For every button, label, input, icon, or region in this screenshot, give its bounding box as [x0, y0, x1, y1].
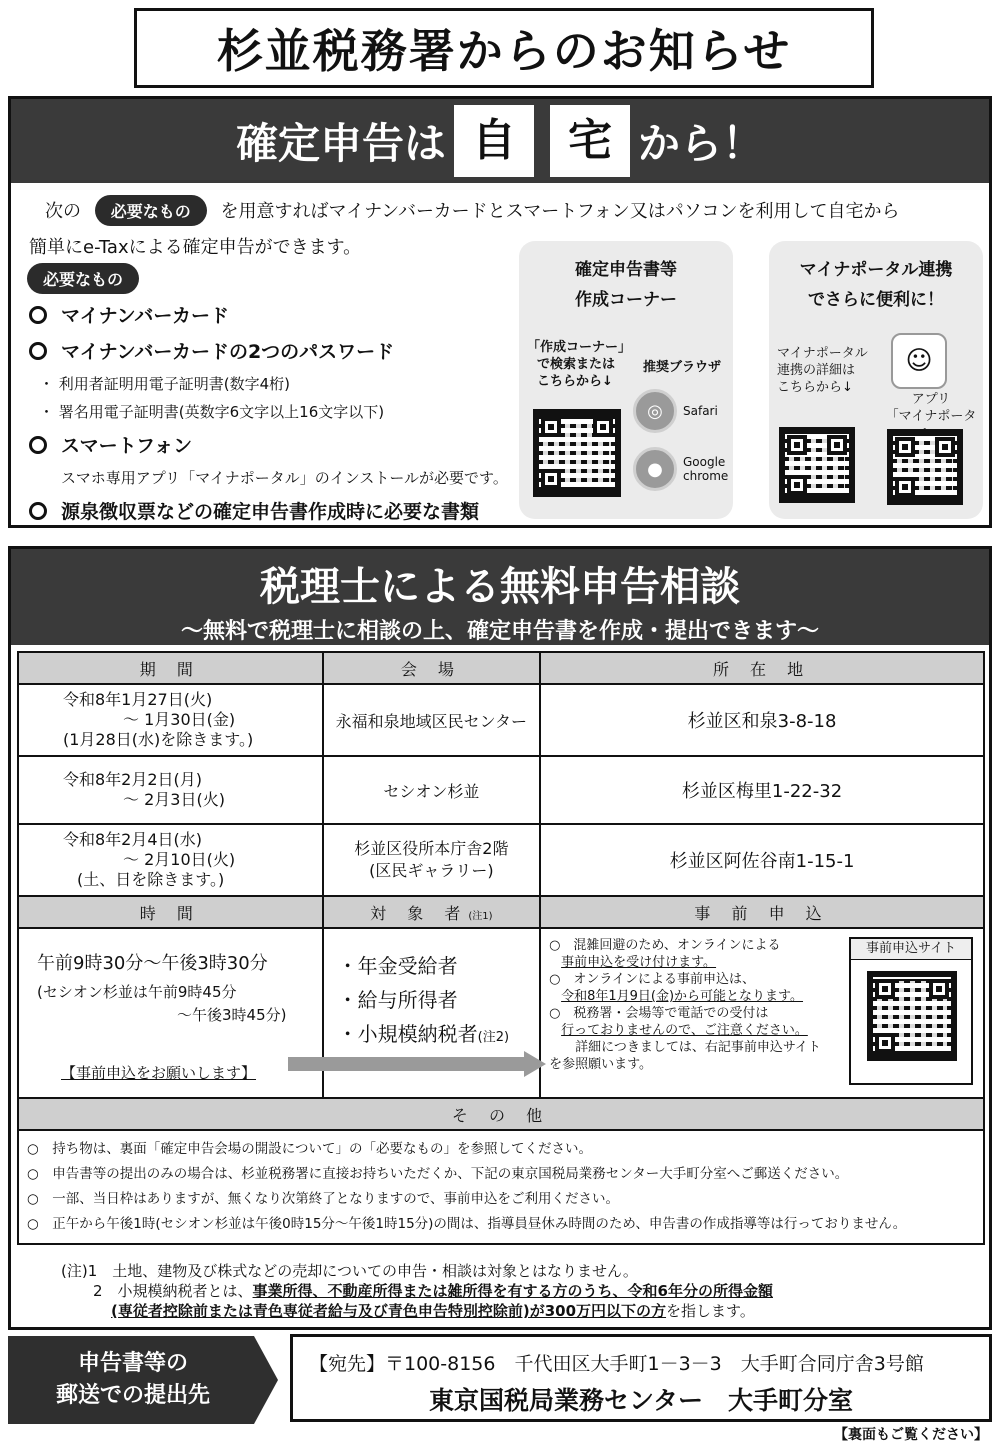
col-address-header: 所 在 地: [540, 652, 984, 684]
target-cell: [323, 928, 540, 1098]
address-cell: 杉並区和泉3-8-18: [540, 684, 984, 756]
intro-text-2: を用意すればマイナンバーカードとスマートフォン又はパソコンを利用して自宅から: [220, 201, 900, 222]
mail-office: 東京国税局業務センター 大手町分室: [428, 1386, 853, 1415]
card-search-text: [527, 339, 631, 390]
circle-icon: [29, 502, 47, 520]
mail-label-block: [8, 1336, 278, 1424]
other-text: ○ 一部、当日枠はありますが、無くなり次第終了となりますので、事前申込をご利用ください。: [27, 1191, 620, 1207]
address-cell: 杉並区阿佐谷南1-15-1: [540, 824, 984, 896]
tax-consult-section: [8, 546, 992, 1330]
card-text: 「作成コーナー」: [527, 340, 632, 355]
time-text: 午前9時30分～午後3時30分: [37, 953, 268, 974]
browser-name: Safari: [683, 404, 718, 418]
mail-address: 【宛先】〒100-8156 千代田区大手町1－3－3 大手町合同庁舎3号館: [309, 1353, 924, 1375]
needs-item-text: マイナンバーカード: [61, 305, 229, 327]
card-text: 連携の詳細は: [777, 363, 856, 378]
heading-text: 確定申告は: [235, 119, 446, 168]
target-text: ・年金受給者: [337, 954, 458, 978]
note-text: (注)1 土地、建物及び株式などの売却についての申告・相談は対象とはなりません。: [61, 1262, 638, 1280]
mail-address-block: [290, 1334, 992, 1422]
apply-text: を参照願います。: [549, 1057, 653, 1072]
card-text: こちらから↓: [537, 374, 613, 389]
qr-code[interactable]: [779, 427, 855, 503]
note-text: (専従者控除前または青色専従者給与及び青色申告特別控除前)が300万円以下の方: [111, 1302, 667, 1320]
card-title: 作成コーナー: [575, 290, 677, 310]
circle-icon: [29, 306, 47, 324]
table-row: [18, 684, 984, 756]
card-title: マイナポータル連携: [799, 260, 953, 280]
card-text: マイナポータル: [777, 346, 868, 361]
target-text: ・給与所得者: [337, 988, 458, 1012]
qr-code[interactable]: [867, 971, 957, 1061]
period-text: ～ 2月10日(火): [123, 850, 236, 869]
arrow-shaft: [288, 1057, 528, 1071]
period-cell: [18, 756, 323, 824]
time-text: (セシオン杉並は午前9時45分: [37, 983, 237, 1001]
needs-item: [29, 337, 394, 364]
apply-text: 詳細につきましては、右記事前申込サイト: [575, 1040, 821, 1055]
sub-item: ・ 署名用電子証明書(英数字6文字以上16文字以下): [39, 403, 385, 421]
circle-icon: [29, 342, 47, 360]
other-text: ○ 持ち物は、裏面「確定申告会場の開設について」の「必要なもの」を参照してください。: [27, 1141, 593, 1157]
consult-heading: 税理士による無料申告相談: [260, 564, 740, 610]
mynaportal-card: [769, 241, 983, 519]
intro-line-2: 簡単にe-Taxによる確定申告ができます。: [29, 237, 362, 258]
safari-icon: ◎: [633, 389, 677, 433]
sub-item: スマホ専用アプリ「マイナポータル」のインストールが必要です。: [61, 469, 508, 487]
card-text: 「マイナポータ: [885, 409, 977, 424]
period-text: ～ 1月30日(金): [123, 710, 236, 729]
note-text: 2 小規模納税者とは、: [93, 1282, 253, 1300]
browser-name-line: chrome: [683, 469, 729, 483]
table-row: [18, 1130, 984, 1244]
browser-name: [683, 455, 728, 483]
col-venue-header: 会 場: [323, 652, 540, 684]
footnotes: [61, 1261, 773, 1321]
sub-item: ・ 利用者証明用電子証明書(数字4桁): [39, 375, 291, 393]
period-text: (1月28日(水)を除きます。): [63, 730, 254, 749]
needs-item-text: マイナンバーカードの2つのパスワード: [61, 341, 395, 363]
card-title: でさらに便利に！: [808, 290, 944, 310]
period-cell: [18, 684, 323, 756]
card-detail-text: [777, 345, 868, 396]
apply-request-text: 【事前申込をお願いします】: [61, 1064, 257, 1082]
apply-cell: [540, 928, 984, 1098]
note-text: を指します。: [666, 1302, 755, 1320]
needs-item: [29, 497, 479, 524]
needs-item: [29, 301, 229, 328]
heading-kanji-2: 宅: [550, 105, 630, 177]
venue-cell: 永福和泉地域区民センター: [323, 684, 540, 756]
header-text: 対 象 者: [370, 903, 469, 923]
note-text: 事業所得、不動産所得または雑所得を有する方のうち、令和6年分の所得金額: [252, 1282, 773, 1300]
needs-item: [29, 431, 192, 458]
table-row: [18, 756, 984, 824]
apply-text: 令和8年1月9日(金)から可能となります。: [561, 989, 804, 1004]
other-text: ○ 申告書等の提出のみの場合は、杉並税務署に直接お持ちいただくか、下記の東京国税局業務センター大手町分室へご郵送ください。: [27, 1166, 849, 1182]
intro-line-1: [45, 195, 899, 226]
mail-label: [8, 1348, 258, 1412]
period-text: ～ 2月3日(火): [123, 790, 225, 809]
needs-label: 必要なもの: [27, 263, 139, 294]
period-text: (土、日を除きます。): [77, 870, 225, 889]
other-text: ○ 正午から午後1時(セシオン杉並は午後0時15分～午後1時15分)の間は、指導員昼休み時間のため、申告書の作成指導等は行っておりません。: [27, 1216, 907, 1232]
card-text: こちらから↓: [777, 380, 853, 395]
period-text: 令和8年2月2日(月): [63, 770, 203, 789]
card-text: アプリ: [911, 392, 951, 407]
mail-label-text: 郵送での提出先: [55, 1383, 210, 1408]
address-cell: 杉並区梅里1-22-32: [540, 756, 984, 824]
heading-text-end: から！: [638, 119, 765, 168]
home-filing-heading: [11, 99, 989, 183]
apply-text: ○ オンラインによる事前申込は、: [549, 972, 756, 987]
time-text: ～午後3時45分): [177, 1006, 287, 1024]
needs-item-text: 源泉徴収票などの確定申告書作成時に必要な書類: [61, 501, 480, 523]
consult-heading-block: [11, 549, 989, 645]
period-cell: [18, 824, 323, 896]
venue-cell: [323, 824, 540, 896]
heading-kanji-1: 自: [454, 105, 534, 177]
browsers-label: 推奨ブラウザ: [643, 360, 722, 375]
consult-table: [17, 651, 985, 1245]
target-note: (注2): [477, 1030, 510, 1045]
apply-text: ○ 混雑回避のため、オンラインによる: [549, 938, 781, 953]
header-note: (注1): [468, 910, 493, 922]
col-apply-header: 事 前 申 込: [540, 896, 984, 928]
col-other-header: そ の 他: [18, 1098, 984, 1130]
col-target-header: [323, 896, 540, 928]
other-cell: [18, 1130, 984, 1244]
apply-text: ○ 税務署・会場等で電話での受付は: [549, 1006, 769, 1021]
venue-text: 杉並区役所本庁舎2階: [354, 839, 509, 858]
col-time-header: 時 間: [18, 896, 323, 928]
venue-cell: セシオン杉並: [323, 756, 540, 824]
qr-code[interactable]: [533, 409, 621, 497]
period-text: 令和8年2月4日(水): [63, 830, 203, 849]
card-title: 確定申告書等: [575, 260, 677, 280]
filing-corner-card: [519, 241, 733, 519]
footer-note: 【裏面もご覧ください】: [834, 1427, 988, 1443]
intro-text: 次の: [45, 201, 81, 222]
home-filing-section: [8, 96, 992, 528]
needs-pill-inline: 必要なもの: [95, 195, 207, 226]
apply-site-box: [849, 937, 973, 1085]
needs-item-text: スマートフォン: [61, 435, 193, 457]
page-title: 杉並税務署からのお知らせ: [134, 8, 874, 88]
time-cell: [18, 928, 323, 1098]
apply-text: 事前申込を受け付けます。: [561, 955, 717, 970]
apply-text: 行っておりませんので、ご注意ください。: [561, 1023, 808, 1038]
circle-icon: [29, 436, 47, 454]
venue-text: (区民ギャラリー): [369, 861, 494, 880]
table-row: [18, 928, 984, 1098]
mail-label-text: 申告書等の: [77, 1351, 188, 1376]
table-row: [18, 824, 984, 896]
apply-site-label: 事前申込サイト: [851, 939, 971, 960]
browser-name-line: Google: [683, 455, 726, 469]
consult-subheading: ～無料で税理士に相談の上、確定申告書を作成・提出できます～: [180, 619, 819, 644]
qr-code[interactable]: [887, 429, 963, 505]
period-text: 令和8年1月27日(火): [63, 690, 213, 709]
target-text: ・小規模納税者: [337, 1022, 478, 1046]
card-text: で検索または: [537, 357, 616, 372]
mynaportal-app-icon: ☺: [891, 333, 947, 389]
col-period-header: 期 間: [18, 652, 323, 684]
chrome-icon: ●: [633, 447, 677, 491]
